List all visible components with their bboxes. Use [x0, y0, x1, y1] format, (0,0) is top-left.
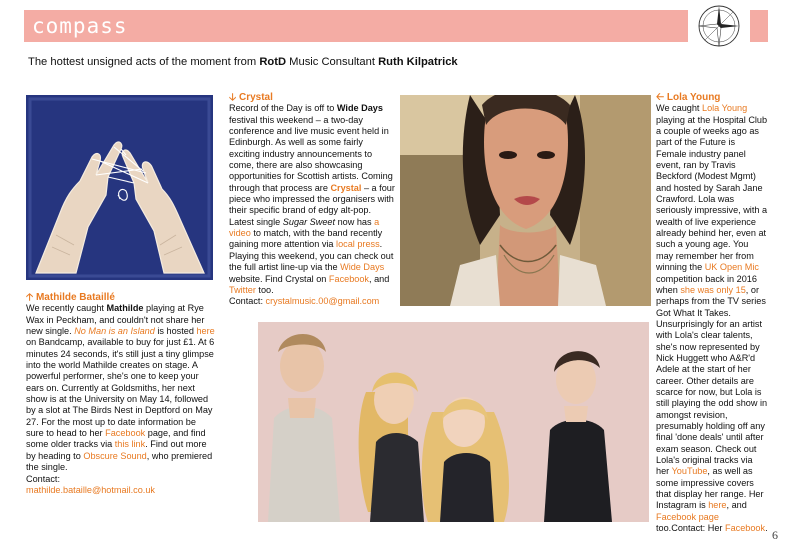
older-tracks-link[interactable]: this link	[114, 439, 146, 450]
mathilde-facebook-link[interactable]: Facebook	[105, 428, 146, 439]
banner-title: compass	[32, 14, 128, 38]
lola-name-link[interactable]: Lola Young	[702, 103, 748, 114]
mathilde-artwork-image	[26, 95, 213, 280]
lola-young-photo	[400, 95, 651, 306]
lola-contact-facebook-link[interactable]: Facebook	[725, 523, 766, 534]
crystal-band-photo	[258, 322, 649, 522]
uk-open-mic-link[interactable]: UK Open Mic	[704, 262, 759, 273]
mathilde-body: We recently caught Mathilde playing at Rye Wax in Peckham, and couldn't not share her new single. No Man is an Island is hosted here on Bandcamp, available to buy for just £1. At 6 minutes 24 seconds, it's still just a tiny glimpse into the world Mathilde creates on stage. A powerful performer, she's one to keep your ears on. Currently at Goldsmiths, her next show is at the University on May 14, followed by a slot at The Birds Nest in Deptford on May 27. For the most up to date information be sure to head to her Facebook page, and find some older tracks via this link. Find out more by heading to Obscure Sound, who premiered the single.	[26, 303, 215, 473]
crystal-email-link[interactable]: crystalmusic.00@gmail.com	[265, 296, 380, 307]
crystal-contact: Contact: crystalmusic.00@gmail.com	[229, 296, 380, 307]
arrow-up-icon: 🡡	[26, 292, 34, 303]
lola-heading: 🡠 Lola Young	[656, 92, 721, 103]
bandcamp-link[interactable]: here	[196, 326, 215, 337]
arrow-down-icon: 🡣	[229, 92, 237, 103]
obscure-sound-link[interactable]: Obscure Sound	[83, 450, 147, 461]
lola-article	[656, 92, 768, 534]
crystal-heading: 🡣 Crystal	[229, 92, 273, 103]
arrow-left-icon: 🡠	[656, 92, 665, 103]
section-banner	[24, 10, 768, 42]
lola-facebook-page-link[interactable]: Facebook page	[656, 511, 719, 522]
page-subtitle: The hottest unsigned acts of the moment from RotD Music Consultant Ruth Kilpatrick	[28, 56, 458, 68]
local-press-link[interactable]: local press	[336, 239, 380, 250]
lola-body: We caught Lola Young playing at the Hospital Club a couple of weeks ago as part of the Future is Female industry panel event, ran by Travis Beckford (Modest Mgmt) and hosted by Sarah Jane Crawford. Lola was seriously impressive, with a wealth of live experience already behind her, even at such a young age. You may remember her from winning the UK Open Mic competition back in 2016 when she was only 15, or perhaps from the TV series Got What It Takes. Unsurprisingly for an artist with Lola's clear talents, she's now represented by Nick Huggett who A&R'd Adele at the start of her career. Other details are scarce for now, but Lola is still playing the odd show in amongst revision, presumably holding off any final 'done deals' until after exam season. Check out Lola's original tracks via her YouTube, as well as some impressive covers that display her range. Her Instagram is here, and Facebook page too.Contact: Her Facebook.	[656, 103, 768, 534]
mathilde-single-link[interactable]: No Man is an Island	[74, 326, 155, 337]
lola-youtube-link[interactable]: YouTube	[671, 466, 708, 477]
mathilde-contact-label: Contact:	[26, 473, 60, 484]
mathilde-heading: 🡡 Mathilde Bataillé	[26, 292, 115, 303]
crystal-article	[229, 92, 395, 308]
crystal-video-link[interactable]: a video	[229, 216, 380, 239]
mathilde-email-link[interactable]: mathilde.bataille@hotmail.co.uk	[26, 484, 155, 495]
wide-days-link[interactable]: Wide Days	[340, 262, 385, 273]
crystal-twitter-link[interactable]: Twitter	[229, 284, 256, 295]
page-number: 6	[772, 528, 778, 542]
mathilde-article	[26, 292, 216, 496]
compass-logo	[688, 4, 750, 48]
lola-instagram-link[interactable]: here	[708, 500, 727, 511]
crystal-facebook-link[interactable]: Facebook	[328, 273, 369, 284]
only-15-link[interactable]: she was only 15	[680, 284, 746, 295]
crystal-body: Record of the Day is off to Wide Days festival this weekend – a two-day conference and live music event held in Edinburgh. As well as some fairly exciting industry announcements to come, there are also showcasing opportunities for Scottish artists. Coming through that process are Crystal – a four piece who impressed the organisers with their specific brand of edgy alt-pop. Latest single Sugar Sweet now has a video to match, with the band recently gaining more attention via local press. Playing this weekend, you can check out the full artist line-up via the Wide Days website. Find Crystal on Facebook, and Twitter too.	[229, 103, 395, 295]
